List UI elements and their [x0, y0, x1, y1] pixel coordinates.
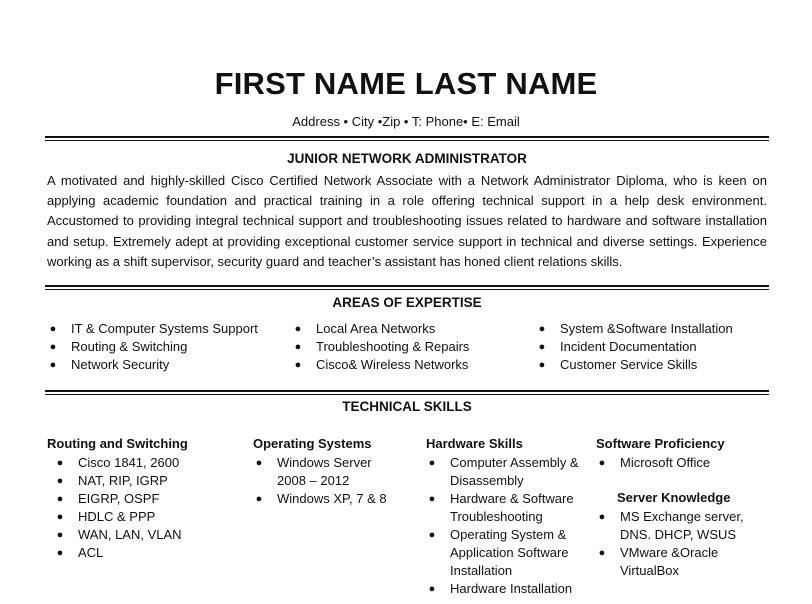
list-item	[426, 454, 586, 490]
list-item	[54, 472, 234, 490]
skill-item: NAT, RIP, IGRP	[78, 473, 168, 488]
list-item	[536, 338, 776, 356]
list-item	[426, 490, 586, 526]
bullet-icon: ●	[294, 359, 302, 371]
bullet-icon: ●	[598, 547, 606, 559]
hardware-heading: Hardware Skills	[426, 436, 523, 451]
list-item	[596, 508, 776, 544]
list-item	[253, 454, 403, 490]
hardware-list	[426, 454, 586, 598]
list-item	[47, 320, 287, 338]
expertise-column-2	[292, 320, 532, 374]
skill-item: Computer Assembly & Disassembly	[450, 455, 579, 488]
list-item	[54, 508, 234, 526]
list-item	[596, 544, 776, 580]
list-item	[54, 454, 234, 472]
bullet-icon: ●	[294, 341, 302, 353]
skill-item: Microsoft Office	[620, 455, 711, 470]
expertise-item: Cisco& Wireless Networks	[316, 357, 469, 372]
bullet-icon: ●	[56, 511, 64, 523]
list-item	[536, 356, 776, 374]
bullet-icon: ●	[56, 529, 64, 541]
technical-divider	[45, 390, 769, 392]
list-item	[426, 580, 586, 598]
skill-item: MS Exchange server, DNS. DHCP, WSUS	[620, 509, 744, 542]
bullet-icon: ●	[428, 457, 436, 469]
skill-item: Hardware Installation	[450, 581, 573, 596]
bullet-icon: ●	[255, 457, 263, 469]
candidate-name: FIRST NAME LAST NAME	[214, 66, 598, 101]
expertise-column-3	[536, 320, 776, 374]
expertise-item: Network Security	[71, 357, 170, 372]
skill-item: EIGRP, OSPF	[78, 491, 160, 506]
software-list	[596, 454, 776, 472]
skill-item: WAN, LAN, VLAN	[78, 527, 182, 542]
skill-item: Cisco 1841, 2600	[78, 455, 180, 470]
expertise-title: AREAS OF EXPERTISE	[332, 295, 482, 310]
os-list	[253, 454, 403, 508]
summary-paragraph: A motivated and highly-skilled Cisco Certified Network Associate with a Network Administrator Diploma, who is keen on applying academic foundation and practical training in a role offering technical support in a help desk environment. Accustomed to providing integral technical support and troubleshooting issues related to hardware and software installation and setup. Extremely adept at providing exceptional customer service support in technical and diverse settings. Experience working as a shift supervisor, security guard and teacher’s assistant has honed client relations skills.	[47, 173, 767, 269]
list-item	[536, 320, 776, 338]
software-heading: Software Proficiency	[596, 436, 725, 451]
bullet-icon: ●	[294, 323, 302, 335]
list-item	[54, 490, 234, 508]
list-item	[54, 526, 234, 544]
list-item	[292, 356, 532, 374]
bullet-icon: ●	[56, 493, 64, 505]
server-list	[596, 508, 776, 580]
bullet-icon: ●	[598, 511, 606, 523]
bullet-icon: ●	[428, 529, 436, 541]
skill-item: ACL	[78, 545, 104, 560]
expertise-item: System &Software Installation	[560, 321, 733, 336]
expertise-item: Incident Documentation	[560, 339, 697, 354]
expertise-item: Customer Service Skills	[560, 357, 698, 372]
bullet-icon: ●	[49, 359, 57, 371]
expertise-item: Routing & Switching	[71, 339, 188, 354]
skill-item: Windows Server 2008 – 2012	[277, 455, 372, 488]
skill-item: HDLC & PPP	[78, 509, 156, 524]
skill-item: VMware &Oracle VirtualBox	[620, 545, 719, 578]
bullet-icon: ●	[56, 475, 64, 487]
expertise-item: Troubleshooting & Repairs	[316, 339, 470, 354]
technical-title: TECHNICAL SKILLS	[342, 399, 472, 414]
bullet-icon: ●	[255, 493, 263, 505]
routing-list	[54, 454, 234, 562]
summary-title: JUNIOR NETWORK ADMINISTRATOR	[287, 151, 527, 166]
list-item	[292, 338, 532, 356]
skill-item: Operating System & Application Software Installation	[450, 527, 569, 578]
list-item	[292, 320, 532, 338]
bullet-icon: ●	[538, 323, 546, 335]
expertise-item: Local Area Networks	[316, 321, 436, 336]
list-item	[47, 338, 287, 356]
server-heading: Server Knowledge	[617, 490, 731, 505]
bullet-icon: ●	[56, 547, 64, 559]
skill-item: Hardware & Software Troubleshooting	[450, 491, 574, 524]
bullet-icon: ●	[538, 341, 546, 353]
list-item	[253, 490, 403, 508]
bullet-icon: ●	[49, 341, 57, 353]
bullet-icon: ●	[428, 493, 436, 505]
expertise-column-1	[47, 320, 287, 374]
contact-line: Address • City •Zip • T: Phone• E: Email	[292, 114, 520, 129]
bullet-icon: ●	[56, 457, 64, 469]
list-item	[54, 544, 234, 562]
header-divider	[45, 136, 769, 138]
list-item	[426, 526, 586, 580]
routing-heading: Routing and Switching	[47, 436, 188, 451]
list-item	[596, 454, 776, 472]
skill-item: Windows XP, 7 & 8	[277, 491, 387, 506]
expertise-divider	[45, 285, 769, 287]
bullet-icon: ●	[49, 323, 57, 335]
expertise-item: IT & Computer Systems Support	[71, 321, 258, 336]
bullet-icon: ●	[538, 359, 546, 371]
list-item	[47, 356, 287, 374]
os-heading: Operating Systems	[253, 436, 372, 451]
bullet-icon: ●	[428, 583, 436, 595]
bullet-icon: ●	[598, 457, 606, 469]
